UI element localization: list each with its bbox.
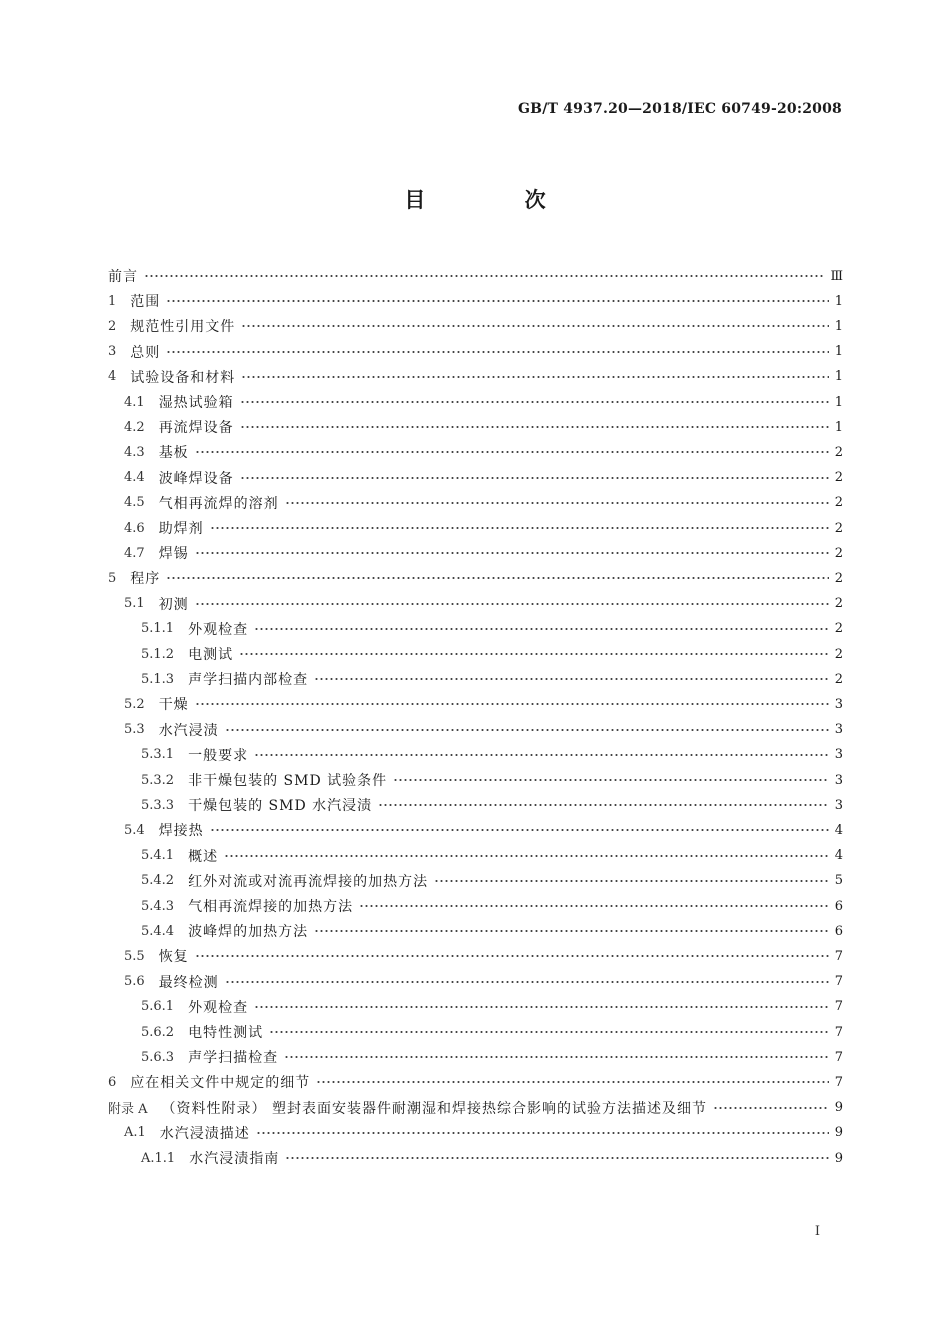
toc-entry-label: 电特性测试 bbox=[188, 1025, 264, 1041]
toc-leader-dots bbox=[241, 320, 828, 332]
toc-entry-number: 4 bbox=[108, 369, 117, 385]
toc-entry-label: 外观检查 bbox=[188, 621, 249, 638]
toc-entry-page: 6 bbox=[834, 923, 843, 939]
toc-entry[interactable] bbox=[108, 593, 843, 615]
toc-leader-dots bbox=[240, 472, 829, 484]
toc-entry-label: 波峰焊的加热方法 bbox=[188, 924, 309, 941]
toc-leader-dots bbox=[166, 295, 828, 307]
toc-leader-dots bbox=[378, 799, 829, 811]
toc-entry-page: 3 bbox=[834, 772, 843, 788]
toc-leader-dots bbox=[195, 950, 829, 962]
toc-entry-label: 规范性引用文件 bbox=[130, 319, 236, 336]
toc-entry-label: 气相再流焊接的加热方法 bbox=[188, 899, 354, 915]
toc-entry-page: 2 bbox=[834, 545, 843, 561]
toc-entry-page: 3 bbox=[834, 797, 843, 813]
toc-entry-number: 5.4.2 bbox=[141, 873, 175, 889]
toc-entry-number: 5.6 bbox=[124, 974, 145, 990]
toc-entry[interactable] bbox=[108, 719, 843, 741]
toc-entry[interactable] bbox=[108, 1046, 843, 1068]
toc-entry[interactable] bbox=[108, 492, 843, 514]
toc-entry-page: 1 bbox=[834, 394, 843, 410]
toc-entry-page: 1 bbox=[834, 369, 843, 385]
toc-entry-label: 再流焊设备 bbox=[158, 420, 234, 437]
toc-entry-label: 总则 bbox=[130, 344, 161, 361]
page-number: I bbox=[814, 1224, 820, 1239]
toc-entry-number: 3 bbox=[108, 344, 117, 360]
toc-leader-dots bbox=[225, 724, 829, 736]
toc-leader-dots bbox=[284, 1051, 829, 1063]
toc-entry-page: 4 bbox=[834, 848, 843, 864]
toc-leader-dots bbox=[166, 346, 828, 358]
toc-entry[interactable] bbox=[108, 693, 843, 715]
toc-entry-number: 5 bbox=[108, 570, 117, 586]
toc-entry-number: 5.6.3 bbox=[141, 1049, 175, 1065]
toc-entry[interactable] bbox=[108, 920, 843, 942]
toc-leader-dots bbox=[144, 270, 824, 282]
toc-entry-number: 5.1.3 bbox=[141, 671, 175, 687]
toc-entry[interactable] bbox=[108, 1122, 843, 1144]
toc-entry[interactable] bbox=[108, 668, 843, 690]
toc-leader-dots bbox=[256, 1127, 829, 1139]
toc-entry-label: 干燥 bbox=[158, 697, 189, 714]
toc-entry[interactable] bbox=[108, 744, 843, 766]
toc-entry[interactable] bbox=[108, 265, 843, 287]
toc-entry-number: 4.6 bbox=[124, 520, 145, 536]
toc-entry-number: 5.6.1 bbox=[141, 999, 175, 1015]
toc-entry[interactable] bbox=[108, 845, 843, 867]
toc-leader-dots bbox=[225, 976, 829, 988]
toc-entry-page: 1 bbox=[834, 293, 843, 309]
toc-entry-page: 9 bbox=[834, 1100, 843, 1116]
toc-entry-page: 9 bbox=[834, 1125, 843, 1141]
toc-entry[interactable] bbox=[108, 517, 843, 539]
toc-leader-dots bbox=[240, 396, 829, 408]
toc-entry[interactable] bbox=[108, 341, 843, 363]
toc-leader-dots bbox=[210, 824, 829, 836]
toc-leader-dots bbox=[224, 850, 829, 862]
toc-entry-label: 湿热试验箱 bbox=[158, 395, 234, 411]
toc-entry-page: 1 bbox=[834, 318, 843, 334]
toc-entry-number: 4.2 bbox=[124, 419, 145, 435]
toc-entry-number: 4.5 bbox=[124, 495, 145, 511]
toc-entry-page: 2 bbox=[834, 470, 843, 486]
toc-entry[interactable] bbox=[108, 1147, 843, 1169]
toc-leader-dots bbox=[314, 925, 829, 937]
toc-leader-dots bbox=[434, 875, 829, 887]
toc-leader-dots bbox=[254, 749, 829, 761]
toc-entry-number: 4.3 bbox=[124, 444, 145, 460]
toc-entry-label: 非干燥包装的 SMD 试验条件 bbox=[188, 773, 388, 789]
toc-entry[interactable] bbox=[108, 290, 843, 312]
toc-entry-page: 7 bbox=[834, 1049, 843, 1065]
toc-entry-page: 3 bbox=[834, 747, 843, 763]
toc-entry-label: 概述 bbox=[188, 848, 219, 865]
toc-entry[interactable] bbox=[108, 1071, 843, 1093]
toc-entry-page: 7 bbox=[834, 1024, 843, 1040]
toc-entry-page: 2 bbox=[834, 646, 843, 662]
toc-entry[interactable] bbox=[108, 618, 843, 640]
toc-entry-label: 一般要求 bbox=[188, 747, 249, 764]
toc-entry-label: 水汽浸渍指南 bbox=[189, 1151, 280, 1167]
toc-leader-dots bbox=[195, 698, 829, 710]
toc-entry-page: 2 bbox=[834, 570, 843, 586]
toc-entry-number: 5.4.3 bbox=[141, 898, 175, 914]
toc-entry[interactable] bbox=[108, 870, 843, 892]
toc-entry-page: 2 bbox=[834, 621, 843, 637]
toc-entry[interactable] bbox=[108, 895, 843, 917]
toc-entry-number: 5.3 bbox=[124, 722, 145, 738]
toc-entry[interactable] bbox=[108, 391, 843, 413]
toc-entry-page: 4 bbox=[834, 822, 843, 838]
toc-entry-number: 5.6.2 bbox=[141, 1024, 175, 1040]
toc-entry-number: A.1 bbox=[124, 1125, 146, 1141]
toc-entry-number: 5.4.4 bbox=[141, 923, 175, 939]
standard-number: GB/T 4937.20—2018/IEC 60749-20:2008 bbox=[518, 101, 842, 117]
toc-entry[interactable] bbox=[108, 467, 843, 489]
toc-entry[interactable] bbox=[108, 416, 843, 438]
toc-entry-label: 程序 bbox=[130, 571, 161, 588]
toc-entry-page: 2 bbox=[834, 520, 843, 536]
page-title: 目 次 bbox=[404, 188, 592, 212]
toc-entry-number: 2 bbox=[108, 318, 117, 334]
toc-leader-dots bbox=[285, 497, 829, 509]
toc-leader-dots bbox=[241, 371, 828, 383]
toc-leader-dots bbox=[393, 774, 829, 786]
toc-entry-number: 5.1.2 bbox=[141, 646, 175, 662]
toc-entry-label: 应在相关文件中规定的细节 bbox=[130, 1075, 311, 1092]
toc-entry-number: 5.1 bbox=[124, 596, 145, 612]
toc-entry-label: 最终检测 bbox=[158, 974, 219, 991]
toc-leader-dots bbox=[269, 1026, 829, 1038]
toc-entry-number: 4.4 bbox=[124, 470, 145, 486]
toc-leader-dots bbox=[314, 673, 829, 685]
toc-entry-page: 9 bbox=[834, 1150, 843, 1166]
toc-entry-page: 7 bbox=[834, 1074, 843, 1090]
toc-entry-page: Ⅲ bbox=[830, 268, 843, 284]
toc-entry-number: 附录 A bbox=[108, 1102, 148, 1118]
toc-leader-dots bbox=[240, 421, 829, 433]
toc-entry-label: 外观检查 bbox=[188, 999, 249, 1016]
toc-entry-page: 1 bbox=[834, 344, 843, 360]
toc-entry-number: 5.5 bbox=[124, 948, 145, 964]
toc-entry-number: 5.3.1 bbox=[141, 747, 175, 763]
toc-entry-number: 5.3.2 bbox=[141, 772, 175, 788]
toc-entry[interactable] bbox=[108, 971, 843, 993]
toc-leader-dots bbox=[713, 1102, 829, 1114]
toc-entry[interactable] bbox=[108, 643, 843, 665]
toc-entry-number: 5.4 bbox=[124, 822, 145, 838]
toc-entry-number: 6 bbox=[108, 1074, 117, 1090]
toc-leader-dots bbox=[195, 446, 829, 458]
toc-leader-dots bbox=[359, 900, 829, 912]
toc-entry-label: 波峰焊设备 bbox=[158, 470, 234, 487]
toc-entry-number: 5.2 bbox=[124, 696, 145, 712]
toc-entry-number: 5.1.1 bbox=[141, 621, 175, 637]
toc-entry-page: 2 bbox=[834, 596, 843, 612]
toc-entry-page: 7 bbox=[834, 974, 843, 990]
toc-leader-dots bbox=[195, 598, 829, 610]
toc-entry-page: 2 bbox=[834, 671, 843, 687]
toc-entry-page: 7 bbox=[834, 948, 843, 964]
toc-entry[interactable] bbox=[108, 542, 843, 564]
toc-leader-dots bbox=[210, 522, 829, 534]
toc-entry-label: 焊接热 bbox=[158, 823, 204, 840]
toc-entry-label: 电测试 bbox=[188, 647, 234, 663]
toc-entry-page: 6 bbox=[834, 898, 843, 914]
toc-entry-page: 2 bbox=[834, 444, 843, 460]
toc-entry-label: 声学扫描内部检查 bbox=[188, 672, 309, 689]
toc-entry-label: 前言 bbox=[108, 269, 138, 285]
toc-entry-label: 声学扫描检查 bbox=[188, 1050, 279, 1067]
toc-entry-page: 3 bbox=[834, 722, 843, 738]
toc-leader-dots bbox=[316, 1076, 828, 1088]
toc-entry-label: 干燥包装的 SMD 水汽浸渍 bbox=[188, 798, 373, 815]
toc-entry-page: 3 bbox=[834, 696, 843, 712]
toc-entry[interactable] bbox=[108, 366, 843, 388]
toc-leader-dots bbox=[254, 623, 829, 635]
toc-entry-label: 红外对流或对流再流焊接的加热方法 bbox=[188, 873, 429, 890]
toc-entry-page: 5 bbox=[834, 873, 843, 889]
toc-entry[interactable] bbox=[108, 441, 843, 463]
toc-entry-label: 试验设备和材料 bbox=[130, 369, 236, 386]
toc-entry-label: 水汽浸渍 bbox=[158, 722, 219, 739]
toc-entry[interactable] bbox=[108, 945, 843, 967]
toc-entry[interactable] bbox=[108, 1097, 843, 1119]
toc-entry-number: 5.3.3 bbox=[141, 797, 175, 813]
toc-entry[interactable] bbox=[108, 996, 843, 1018]
toc-entry-label: 初测 bbox=[158, 596, 189, 613]
toc-entry-label: 气相再流焊的溶剂 bbox=[158, 495, 279, 512]
toc-entry[interactable] bbox=[108, 315, 843, 337]
toc-entry[interactable] bbox=[108, 769, 843, 791]
toc-leader-dots bbox=[195, 547, 829, 559]
toc-entry-label: 助焊剂 bbox=[158, 521, 204, 537]
toc-leader-dots bbox=[254, 1001, 829, 1013]
toc-entry-label: 基板 bbox=[158, 445, 189, 462]
toc-entry-number: 1 bbox=[108, 293, 117, 309]
toc-entry-label: 恢复 bbox=[158, 949, 189, 966]
toc-leader-dots bbox=[239, 648, 829, 660]
toc-leader-dots bbox=[166, 572, 828, 584]
toc-entry-number: 5.4.1 bbox=[141, 848, 175, 864]
toc-entry-number: 4.1 bbox=[124, 394, 145, 410]
toc-entry-number: 4.7 bbox=[124, 545, 145, 561]
toc-entry-label: 水汽浸渍描述 bbox=[159, 1125, 250, 1142]
toc-entry-page: 1 bbox=[834, 419, 843, 435]
toc-entry-label: （资料性附录） 塑封表面安装器件耐潮湿和焊接热综合影响的试验方法描述及细节 bbox=[161, 1100, 707, 1117]
toc-leader-dots bbox=[285, 1152, 829, 1164]
toc-entry[interactable] bbox=[108, 567, 843, 589]
toc-entry-number: A.1.1 bbox=[141, 1150, 176, 1166]
toc-entry-label: 焊锡 bbox=[158, 546, 189, 563]
toc-entry-page: 2 bbox=[834, 495, 843, 511]
toc-entry-label: 范围 bbox=[130, 294, 161, 311]
toc-entry[interactable] bbox=[108, 819, 843, 841]
toc-entry[interactable] bbox=[108, 1021, 843, 1043]
toc-entry[interactable] bbox=[108, 794, 843, 816]
toc-entry-page: 7 bbox=[834, 999, 843, 1015]
